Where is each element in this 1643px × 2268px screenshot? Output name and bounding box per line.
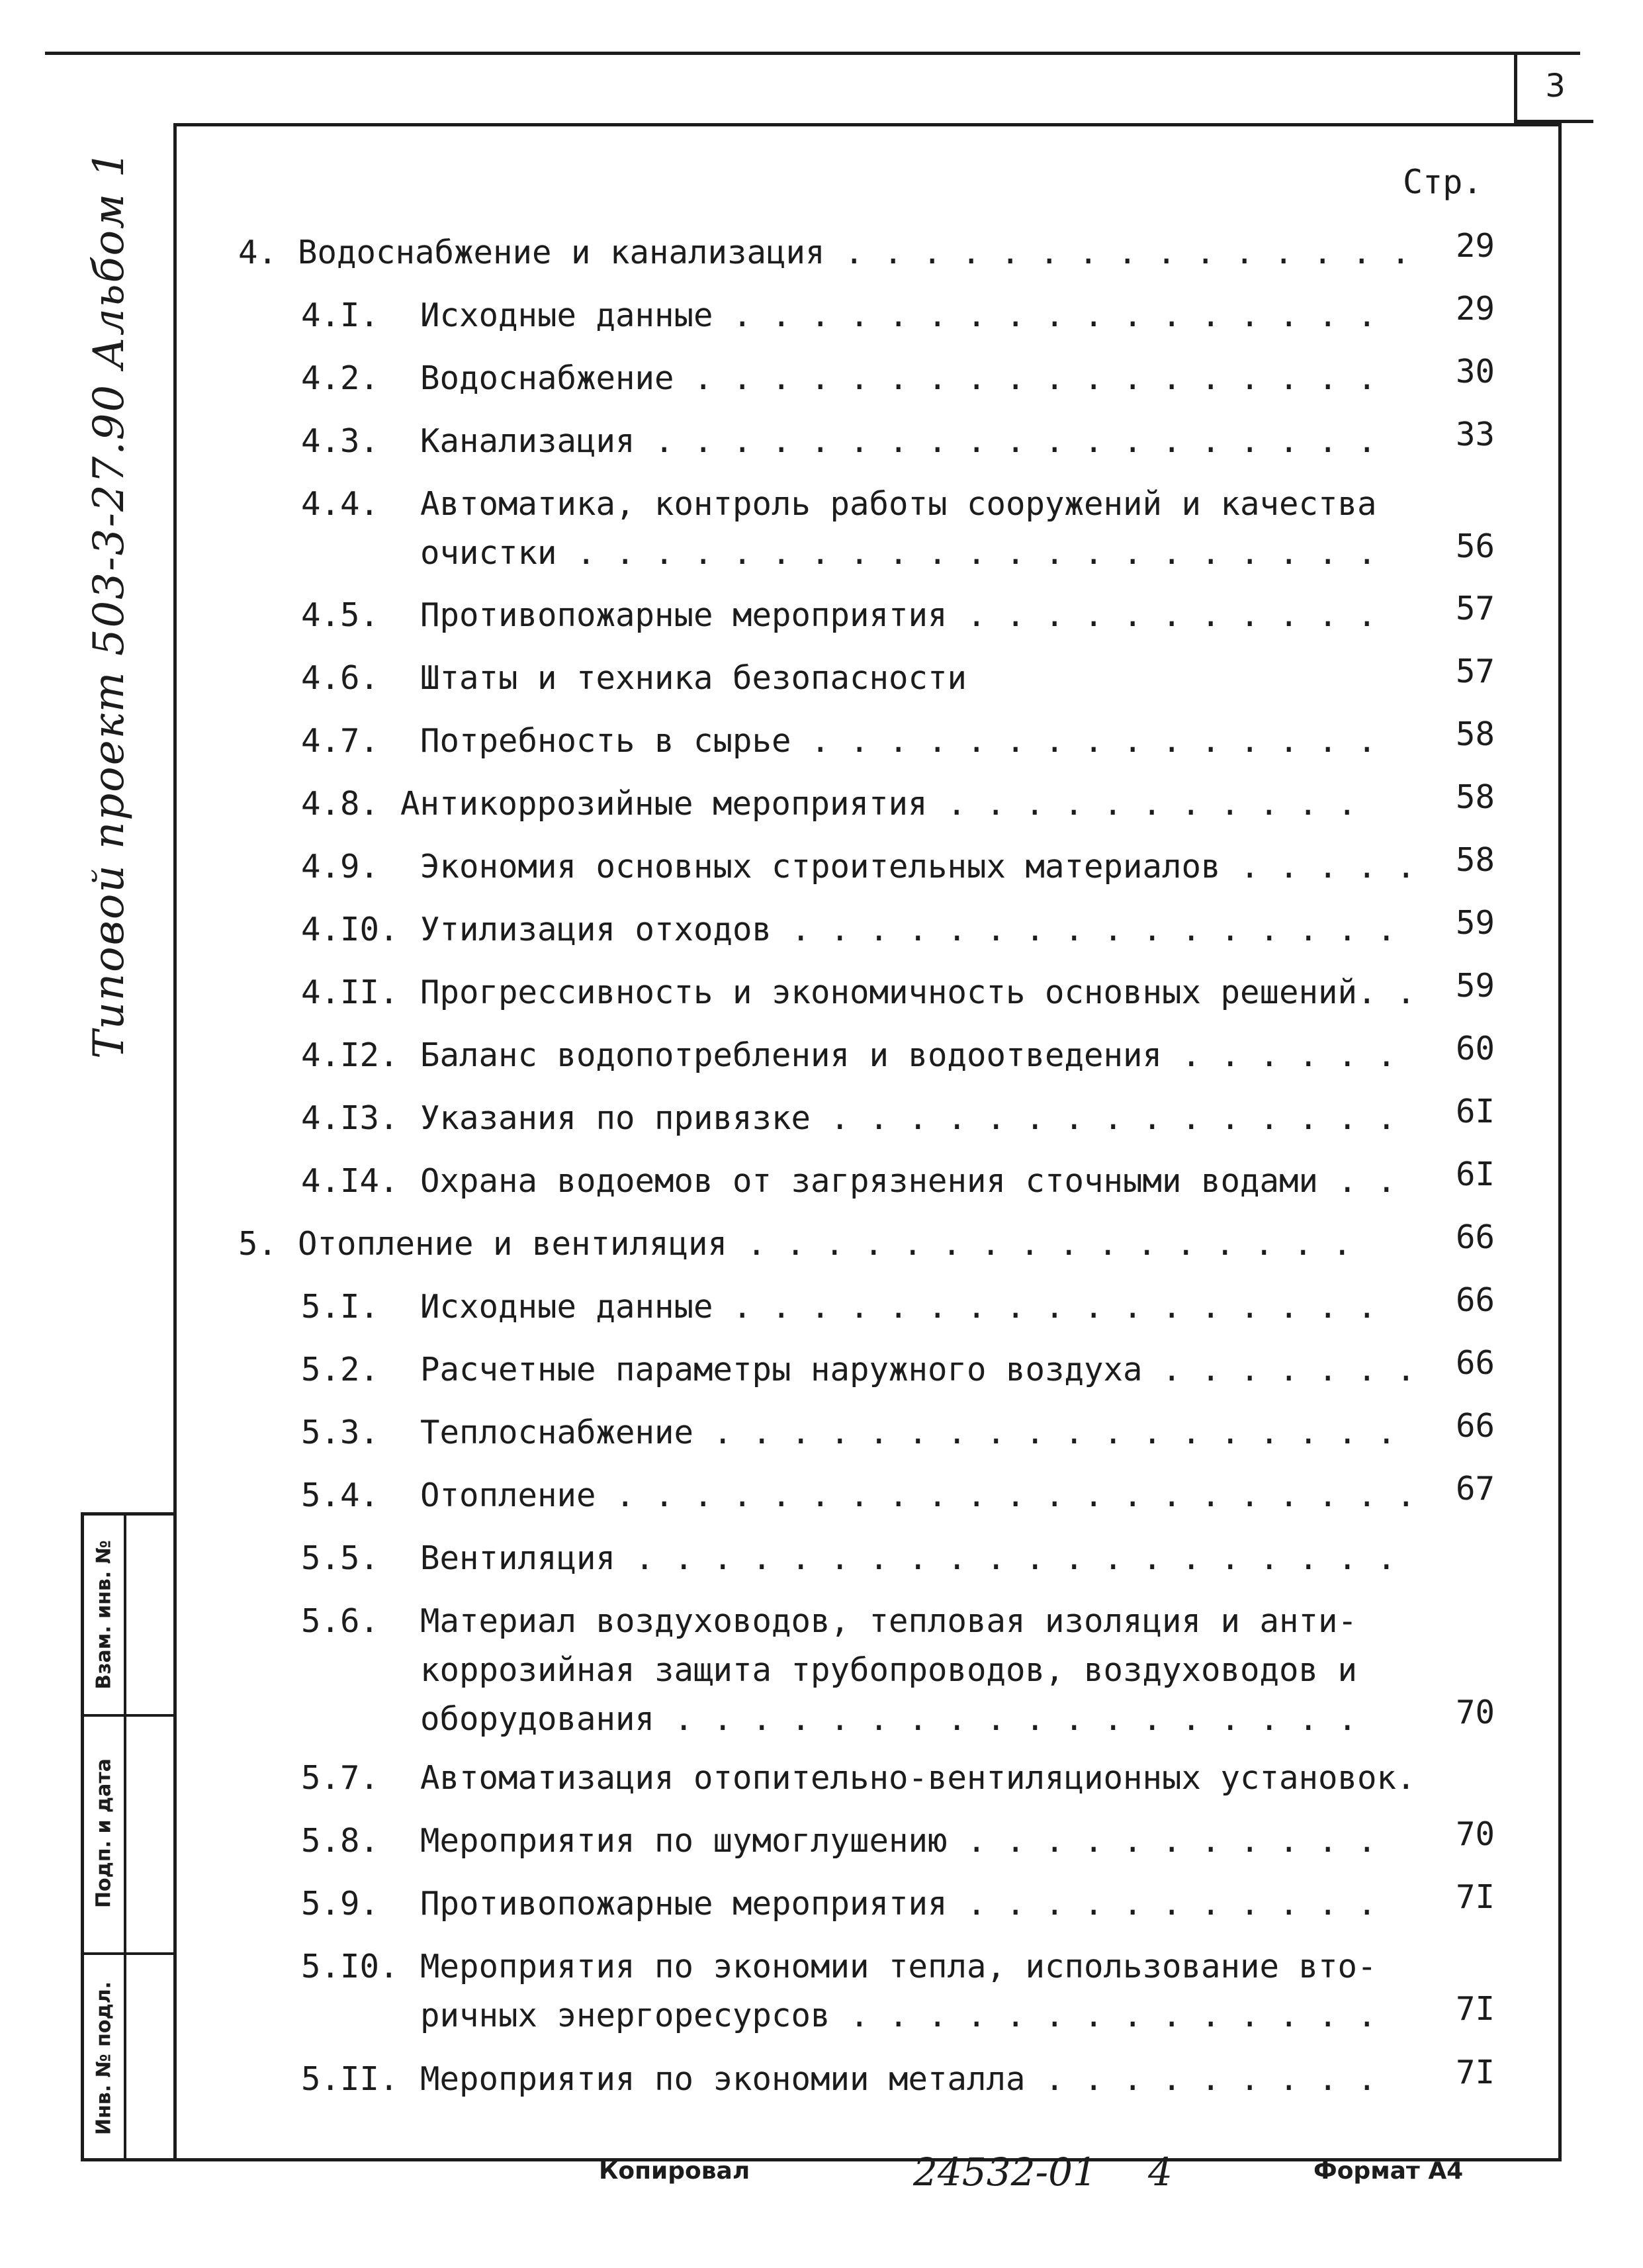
toc-number: 4.8. — [301, 785, 380, 823]
toc-title: Прогрессивность и экономичность основных решений. . — [420, 974, 1416, 1011]
toc-title: Исходные данные . . . . . . . . . . . . . . . . . — [420, 296, 1377, 334]
toc-title: Автоматизация отопительно-вентиляционных установок. — [420, 1759, 1416, 1797]
toc-title: Вентиляция . . . . . . . . . . . . . . . . . . . . — [420, 1539, 1397, 1577]
toc-number: 5.3. — [301, 1414, 380, 1451]
toc-title-continued: очистки . . . . . . . . . . . . . . . . . . . . . — [420, 534, 1377, 572]
toc-title: Отопление и вентиляция . . . . . . . . . . . . . . . . — [298, 1225, 1353, 1263]
toc-title: Потребность в сырье . . . . . . . . . . . . . . . — [420, 722, 1377, 760]
toc-number: 4.I4. — [301, 1162, 399, 1200]
toc-title: Утилизация отходов . . . . . . . . . . . . . . . . — [420, 911, 1397, 948]
toc-number: 4.II. — [301, 974, 399, 1011]
toc-title-continued: коррозийная защита трубопроводов, воздуховодов и — [420, 1651, 1358, 1689]
toc-number: 4.3. — [301, 422, 380, 460]
toc-number: 4.I. — [301, 296, 380, 334]
toc-page-number: 70 — [1456, 1815, 1495, 1853]
toc-title: Мероприятия по шумоглушению . . . . . . . . . . . — [420, 1822, 1377, 1860]
toc-number: 4.I3. — [301, 1099, 399, 1137]
toc-page-number: 66 — [1456, 1407, 1495, 1445]
stamp-label-signature-date: Подп. и дата — [92, 1758, 116, 1909]
toc-title: Водоснабжение . . . . . . . . . . . . . . . . . . — [420, 359, 1377, 397]
toc-page-number: 7I — [1456, 1878, 1495, 1916]
stamp-divider — [124, 1516, 126, 2158]
toc-number: 5.4. — [301, 1476, 380, 1514]
toc-page-number: 30 — [1456, 353, 1495, 390]
toc-page-number: 29 — [1456, 227, 1495, 265]
toc-page-number: 70 — [1456, 1694, 1495, 1731]
page-column-header: Стр. — [1403, 163, 1483, 201]
toc-page-number: 7I — [1456, 2054, 1495, 2091]
toc-number: 4.9. — [301, 848, 380, 885]
toc-title-continued: оборудования . . . . . . . . . . . . . . . . . . — [420, 1700, 1358, 1738]
toc-title: Исходные данные . . . . . . . . . . . . . . . . . — [420, 1288, 1377, 1326]
side-title: Типовой проект 503-3-27.90 Альбом 1 — [85, 149, 134, 1059]
toc-page-number: 57 — [1456, 590, 1495, 627]
toc-page-number: 67 — [1456, 1470, 1495, 1508]
toc-title: Мероприятия по экономии металла . . . . . . . . . — [420, 2060, 1377, 2098]
stamp-label-replacement-inv: Взам. инв. № — [92, 1540, 116, 1690]
toc-number: 4.6. — [301, 659, 380, 697]
footer-copied-label: Копировал — [599, 2157, 750, 2185]
toc-number: 5.6. — [301, 1602, 380, 1640]
toc-page-number: 56 — [1456, 527, 1495, 565]
toc-title-continued: ричных энергоресурсов . . . . . . . . . . . . . . — [420, 1997, 1377, 2034]
toc-page-number: 59 — [1456, 967, 1495, 1005]
toc-title: Отопление . . . . . . . . . . . . . . . . . . . . . — [420, 1476, 1416, 1514]
stamp-label-original-inv: Инв. № подл. — [92, 1981, 116, 2136]
toc-page-number: 57 — [1456, 653, 1495, 690]
toc-page-number: 29 — [1456, 290, 1495, 328]
toc-title: Автоматика, контроль работы сооружений и качества — [420, 485, 1377, 523]
top-rule — [45, 52, 1580, 55]
toc-page-number: 58 — [1456, 778, 1495, 816]
toc-number: 5.II. — [301, 2060, 399, 2098]
toc-number: 5.2. — [301, 1351, 380, 1388]
toc-number: 5.7. — [301, 1759, 380, 1797]
toc-number: 5.I. — [301, 1288, 380, 1326]
toc-number: 5.9. — [301, 1885, 380, 1923]
toc-title: Канализация . . . . . . . . . . . . . . . . . . . — [420, 422, 1377, 460]
stamp-row-divider — [84, 1952, 177, 1955]
toc-page-number: 7I — [1456, 1990, 1495, 2028]
toc-number: 4.I0. — [301, 911, 399, 948]
toc-page-number: 60 — [1456, 1030, 1495, 1067]
footer-doc-number: 24532-01 — [913, 2150, 1097, 2195]
toc-number: 5.8. — [301, 1822, 380, 1860]
toc-page-number: 66 — [1456, 1344, 1495, 1382]
toc-title: Баланс водопотребления и водоотведения . . . . . . — [420, 1036, 1397, 1074]
toc-page-number: 58 — [1456, 715, 1495, 753]
toc-page-number: 58 — [1456, 841, 1495, 879]
toc-number: 4.2. — [301, 359, 380, 397]
toc-title: Материал воздуховодов, тепловая изоляция и анти- — [420, 1602, 1358, 1640]
toc-number: 4.I2. — [301, 1036, 399, 1074]
toc-title: Мероприятия по экономии тепла, использование вто- — [420, 1948, 1377, 1985]
approval-stamp — [81, 1512, 173, 2161]
page-number: 3 — [1514, 52, 1593, 123]
toc-page-number: 59 — [1456, 904, 1495, 942]
footer-sheet-number: 4 — [1148, 2150, 1173, 2195]
toc-number: 5.5. — [301, 1539, 380, 1577]
toc-title: Теплоснабжение . . . . . . . . . . . . . . . . . . — [420, 1414, 1397, 1451]
toc-title: Расчетные параметры наружного воздуха . . . . . . . — [420, 1351, 1416, 1388]
toc-title: Указания по привязке . . . . . . . . . . . . . . . — [420, 1099, 1397, 1137]
toc-page-number: 6I — [1456, 1093, 1495, 1130]
toc-title: Водоснабжение и канализация . . . . . . . . . . . . . . . — [298, 234, 1411, 271]
toc-title: Противопожарные мероприятия . . . . . . . . . . . — [420, 596, 1377, 634]
toc-title: Противопожарные мероприятия . . . . . . . . . . . — [420, 1885, 1377, 1923]
toc-page-number: 66 — [1456, 1281, 1495, 1319]
toc-number: 4.4. — [301, 485, 380, 523]
toc-title: Штаты и техника безопасности — [420, 659, 967, 697]
toc-title: Экономия основных строительных материалов . . . . . — [420, 848, 1416, 885]
toc-number: 5.I0. — [301, 1948, 399, 1985]
toc-number: 5. — [238, 1225, 278, 1263]
toc-page-number: 66 — [1456, 1218, 1495, 1256]
toc-title: Охрана водоемов от загрязнения сточными водами . . — [420, 1162, 1397, 1200]
toc-page-number: 33 — [1456, 416, 1495, 453]
toc-number: 4.5. — [301, 596, 380, 634]
footer-format-label: Формат А4 — [1313, 2157, 1464, 2185]
toc-number: 4.7. — [301, 722, 380, 760]
toc-number: 4. — [238, 234, 278, 271]
toc-page-number: 6I — [1456, 1156, 1495, 1193]
toc-title: Антикоррозийные мероприятия . . . . . . . . . . . — [400, 785, 1357, 823]
stamp-row-divider — [84, 1714, 177, 1717]
